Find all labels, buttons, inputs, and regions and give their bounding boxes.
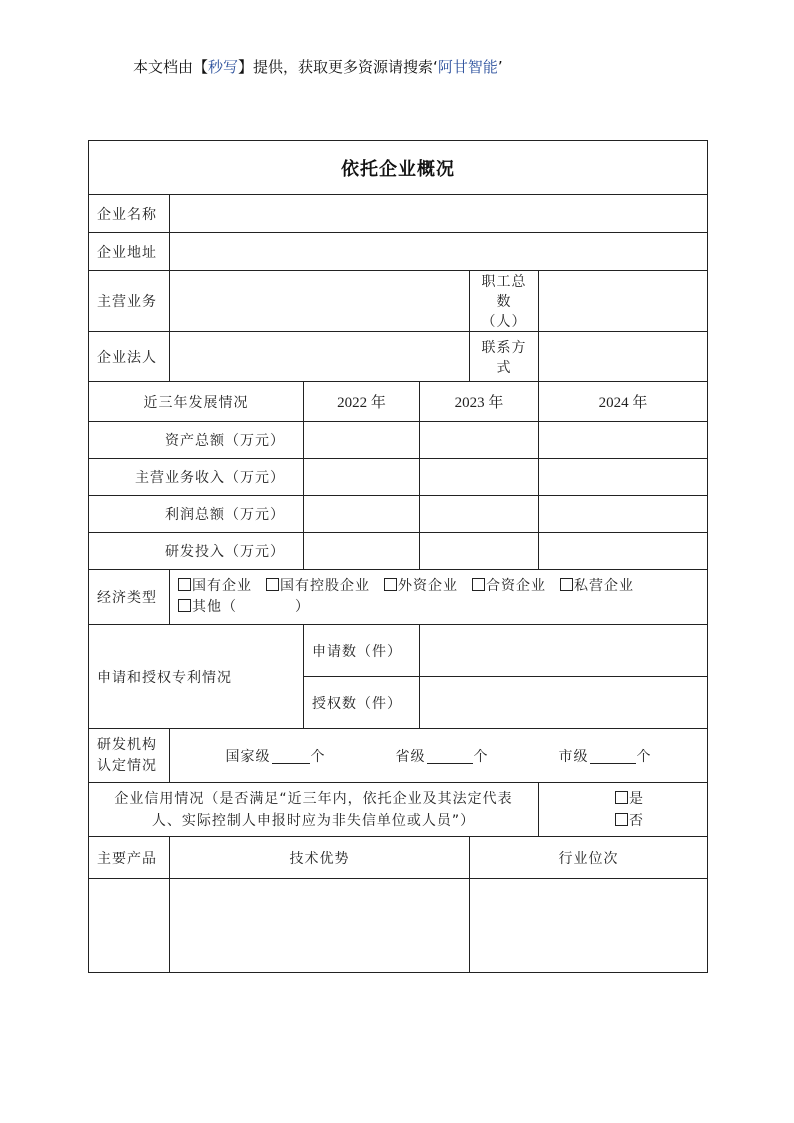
note-prefix: 本文档由【 xyxy=(133,58,209,76)
industry-rank-field[interactable] xyxy=(470,879,708,973)
option-joint-venture-label: 合资企业 xyxy=(486,578,546,594)
provincial-level-unit: 个 xyxy=(473,748,489,765)
rd-investment-2024[interactable] xyxy=(539,533,708,570)
main-business-label: 主营业务 xyxy=(89,271,170,332)
rd-institution-label xyxy=(89,729,170,783)
year-2024: 2024 年 xyxy=(539,382,708,422)
contact-field[interactable] xyxy=(539,332,708,382)
national-level xyxy=(226,749,326,765)
option-foreign-label: 外资企业 xyxy=(398,578,458,594)
checkbox-icon[interactable] xyxy=(560,578,573,591)
national-level-label: 国家级 xyxy=(225,748,271,765)
option-state-owned[interactable] xyxy=(178,578,252,594)
rd-institution-levels xyxy=(170,729,708,783)
credit-no-label: 否 xyxy=(629,812,644,829)
total-profit-2022[interactable] xyxy=(304,496,420,533)
legal-person-field[interactable] xyxy=(170,332,470,382)
industry-rank-label: 行业位次 xyxy=(470,837,708,879)
rd-institution-label-line1: 研发机构 xyxy=(97,736,157,753)
provincial-level-label: 省级 xyxy=(395,748,426,765)
company-name-field[interactable] xyxy=(170,195,708,233)
credit-yes-label: 是 xyxy=(629,790,644,807)
year-2023: 2023 年 xyxy=(420,382,539,422)
tech-advantage-field[interactable] xyxy=(170,879,470,973)
main-products-field[interactable] xyxy=(89,879,170,973)
employees-field[interactable] xyxy=(539,271,708,332)
credit-label xyxy=(89,783,539,837)
legal-person-label: 企业法人 xyxy=(89,332,170,382)
city-level-unit: 个 xyxy=(636,748,652,765)
header-note xyxy=(133,56,503,77)
checkbox-icon[interactable] xyxy=(178,578,191,591)
option-other-close: ） xyxy=(295,599,310,615)
total-assets-2023[interactable] xyxy=(420,422,539,459)
total-profit-label: 利润总额（万元） xyxy=(89,496,304,533)
option-foreign[interactable] xyxy=(384,578,458,594)
option-state-owned-label: 国有企业 xyxy=(192,578,252,594)
company-address-field[interactable] xyxy=(170,233,708,271)
year-2022: 2022 年 xyxy=(304,382,420,422)
contact-label: 联系方式 xyxy=(470,332,539,382)
credit-options xyxy=(539,783,708,837)
option-other[interactable] xyxy=(178,599,310,615)
employees-label xyxy=(470,271,539,332)
checkbox-icon[interactable] xyxy=(615,813,628,826)
option-private-label: 私营企业 xyxy=(574,578,634,594)
economic-type-label: 经济类型 xyxy=(89,570,170,625)
checkbox-icon[interactable] xyxy=(615,791,628,804)
note-suffix: ’ xyxy=(497,58,503,76)
main-revenue-2023[interactable] xyxy=(420,459,539,496)
patents-applied-label: 申请数（件） xyxy=(304,625,420,677)
rd-investment-2022[interactable] xyxy=(304,533,420,570)
patents-granted-label: 授权数（件） xyxy=(304,677,420,729)
company-address-label: 企业地址 xyxy=(89,233,170,271)
credit-yes-option[interactable] xyxy=(615,788,699,810)
total-assets-label: 资产总额（万元） xyxy=(89,422,304,459)
total-assets-2024[interactable] xyxy=(539,422,708,459)
provincial-level xyxy=(396,749,489,765)
provincial-level-input[interactable] xyxy=(427,749,473,764)
note-search-term: 阿甘智能 xyxy=(437,58,498,76)
credit-label-line2: 人、实际控制人申报时应为非失信单位或人员”） xyxy=(151,812,476,829)
form-title: 依托企业概况 xyxy=(89,141,708,195)
employees-label-line2: （人） xyxy=(481,314,527,330)
rd-investment-label: 研发投入（万元） xyxy=(89,533,304,570)
checkbox-icon[interactable] xyxy=(178,599,191,612)
main-revenue-label: 主营业务收入（万元） xyxy=(89,459,304,496)
credit-no-option[interactable] xyxy=(615,810,699,832)
patents-applied-field[interactable] xyxy=(420,625,708,677)
note-brand: 秒写 xyxy=(208,58,239,76)
main-revenue-2024[interactable] xyxy=(539,459,708,496)
option-other-label: 其他（ xyxy=(192,599,237,615)
note-middle: 】提供，获取更多资源请搜索‘ xyxy=(238,58,438,76)
total-assets-2022[interactable] xyxy=(304,422,420,459)
tech-advantage-label: 技术优势 xyxy=(170,837,470,879)
main-products-label: 主要产品 xyxy=(89,837,170,879)
company-overview-form xyxy=(88,140,708,973)
rd-institution-label-line2: 认定情况 xyxy=(97,757,157,774)
option-state-controlled-label: 国有控股企业 xyxy=(280,578,370,594)
option-state-controlled[interactable] xyxy=(266,578,370,594)
city-level-input[interactable] xyxy=(590,749,636,764)
employees-label-line1: 职工总数 xyxy=(481,274,527,310)
checkbox-icon[interactable] xyxy=(472,578,485,591)
total-profit-2024[interactable] xyxy=(539,496,708,533)
national-level-input[interactable] xyxy=(272,749,310,764)
economic-type-options xyxy=(170,570,708,625)
main-business-field[interactable] xyxy=(170,271,470,332)
main-revenue-2022[interactable] xyxy=(304,459,420,496)
city-level xyxy=(559,749,652,765)
checkbox-icon[interactable] xyxy=(384,578,397,591)
national-level-unit: 个 xyxy=(310,748,326,765)
patents-label: 申请和授权专利情况 xyxy=(89,625,304,729)
checkbox-icon[interactable] xyxy=(266,578,279,591)
city-level-label: 市级 xyxy=(558,748,589,765)
total-profit-2023[interactable] xyxy=(420,496,539,533)
patents-granted-field[interactable] xyxy=(420,677,708,729)
credit-label-line1: 企业信用情况（是否满足“近三年内，依托企业及其法定代表 xyxy=(114,790,513,807)
company-name-label: 企业名称 xyxy=(89,195,170,233)
development-label: 近三年发展情况 xyxy=(89,382,304,422)
option-private[interactable] xyxy=(560,578,634,594)
rd-investment-2023[interactable] xyxy=(420,533,539,570)
option-joint-venture[interactable] xyxy=(472,578,546,594)
